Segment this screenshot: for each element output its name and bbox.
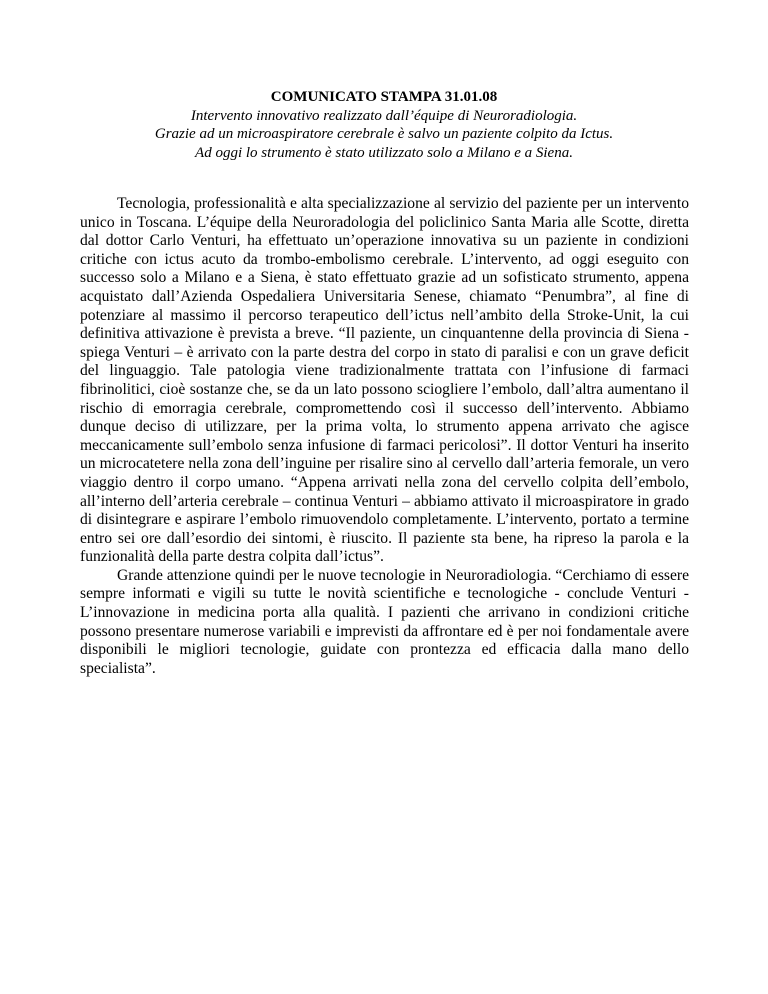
subtitle-line-3: Ad oggi lo strumento è stato utilizzato solo a Milano e a Siena. [195, 144, 573, 161]
subtitle-line-2: Grazie ad un microaspiratore cerebrale è salvo un paziente colpito da Ictus. [154, 126, 614, 142]
body-paragraph-2: Grande attenzione quindi per le nuove tecnologie in Neuroradiologia. “Cerchiamo di essere sempre informati e vigili su tutte le novità scientifiche e tecnologiche - conclude Venturi - L’innovazione in medicina porta alla qualità. I pazienti che arrivano in condizioni critiche possono presentare numerose variabili e imprevisti da affrontare ed è per noi fondamentale avere disponibili le migliori tecnologie, guidate con prontezza ed efficacia dalla mano dello specialista”. [80, 566, 689, 677]
body-paragraph-1: Tecnologia, professionalità e alta specializzazione al servizio del paziente per un intervento unico in Toscana. L’équipe della Neuroradologia del policlinico Santa Maria alle Scotte, diretta dal dottor Carlo Venturi, ha effettuato un’operazione innovativa su un paziente in condizioni critiche con ictus acuto da trombo-embolismo cerebrale. L’intervento, ad oggi eseguito con successo solo a Milano e a Siena, è stato effettuato grazie ad un sofisticato strumento, appena acquistato dall’Azienda Ospedaliera Universitaria Senese, chiamato “Penumbra”, al fine di potenziare al massimo il percorso terapeutico dell’ictus nell’ambito della Stroke-Unit, la cui definitiva attivazione è prevista a breve. “Il paziente, un cinquantenne della provincia di Siena - spiega Venturi – è arrivato con la parte destra del corpo in stato di paralisi e con un grave deficit del linguaggio. Tale patologia viene tradizionalmente trattata con l’infusione di farmaci fibrinolitici, cioè sostanze che, se da un lato possono sciogliere l’embolo, dall’altra aumentano il rischio di emorragia cerebrale, compromettendo così il successo dell’intervento. Abbiamo dunque deciso di utilizzare, per la prima volta, lo strumento appena arrivato che agisce meccanicamente sull’embolo senza infusione di farmaci pericolosi”. Il dottor Venturi ha inserito un microcatetere nella zona dell’inguine per risalire sino al cervello dall’arteria femorale, un vero viaggio dentro il corpo umano. “Appena arrivati nella zona del cervello colpita dell’embolo, all’interno dell’arteria cerebrale – continua Venturi – abbiamo attivato il microaspiratore in grado di disintegrare e aspirare l’embolo rimuovendolo completamente. L’intervento, portato a termine entro sei ore dall’esordio dei sintomi, è riuscito. Il paziente sta bene, ha ripreso la parola e la funzionalità della parte destra colpita dall’ictus”. [80, 195, 689, 566]
press-release-title: COMUNICATO STAMPA 31.01.08 [270, 89, 498, 105]
press-release-header [80, 88, 688, 162]
article-body [80, 195, 689, 678]
subtitle-line-1: Intervento innovativo realizzato dall’équipe di Neuroradiologia. [190, 107, 578, 124]
